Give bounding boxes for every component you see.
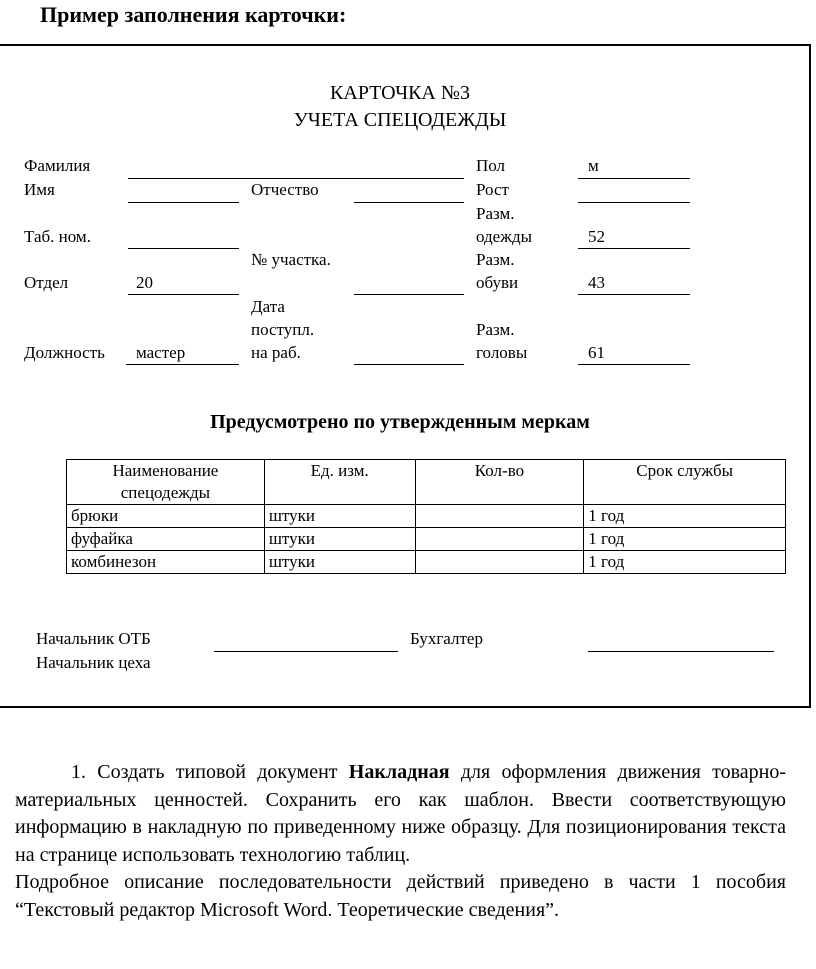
header-quantity: Кол-во — [415, 460, 584, 505]
cell-quantity — [415, 528, 584, 551]
shoe-size-label-2: обуви — [476, 273, 519, 292]
shoe-size-value: 43 — [588, 273, 605, 292]
table-header-row — [67, 460, 786, 505]
uniform-table — [66, 459, 786, 574]
clothes-size-label-1: Разм. — [476, 204, 515, 223]
sex-value: м — [588, 156, 599, 175]
cell-quantity — [415, 551, 584, 574]
accountant-signature-line — [588, 651, 774, 652]
cell-unit: штуки — [264, 505, 415, 528]
head-size-value: 61 — [588, 343, 605, 362]
table-row — [67, 505, 786, 528]
section-line — [354, 294, 464, 295]
name-line — [128, 202, 239, 203]
sex-line — [578, 178, 690, 179]
cell-unit: штуки — [264, 551, 415, 574]
chief-shop-label: Начальник цеха — [36, 653, 151, 672]
hire-date-line — [354, 364, 464, 365]
card-title-purpose: УЧЕТА СПЕЦОДЕЖДЫ — [293, 109, 507, 131]
surname-line — [128, 178, 464, 179]
cell-quantity — [415, 505, 584, 528]
instruction-paragraph-1 — [15, 759, 786, 869]
cell-service-life: 1 год — [584, 528, 786, 551]
head-size-line — [578, 364, 690, 365]
header-service-life: Срок службы — [584, 460, 786, 505]
department-label: Отдел — [24, 273, 69, 292]
instructions-text — [15, 759, 786, 924]
cell-unit: штуки — [264, 528, 415, 551]
cell-item: фуфайка — [67, 528, 265, 551]
header-item-name: Наименование спецодежды — [67, 460, 265, 505]
patronymic-label: Отчество — [251, 180, 319, 199]
height-line — [578, 202, 690, 203]
clothes-size-line — [578, 248, 690, 249]
patronymic-line — [354, 202, 464, 203]
cell-item: комбинезон — [67, 551, 265, 574]
hire-date-label-2: поступл. — [251, 320, 315, 339]
shoe-size-line — [578, 294, 690, 295]
shoe-size-label-1: Разм. — [476, 250, 515, 269]
cell-service-life: 1 год — [584, 551, 786, 574]
instruction-document-name: Накладная — [348, 761, 450, 783]
surname-label: Фамилия — [24, 156, 91, 175]
chief-otb-label: Начальник ОТБ — [36, 629, 151, 648]
head-size-label-1: Разм. — [476, 320, 515, 339]
hire-date-label-3: на раб. — [251, 343, 301, 362]
instruction-text-start: 1. Создать типовой документ — [71, 761, 349, 783]
height-label: Рост — [476, 180, 509, 199]
head-size-label-2: головы — [476, 343, 528, 362]
page-heading: Пример заполнения карточки: — [40, 2, 347, 27]
position-line — [126, 364, 239, 365]
table-row — [67, 528, 786, 551]
tab-number-label: Таб. ном. — [24, 227, 91, 246]
cell-item: брюки — [67, 505, 265, 528]
department-line — [128, 294, 239, 295]
cell-service-life: 1 год — [584, 505, 786, 528]
hire-date-label-1: Дата — [251, 297, 285, 316]
department-value: 20 — [136, 273, 153, 292]
card-title-number: КАРТОЧКА №3 — [330, 82, 470, 104]
tab-number-line — [128, 248, 239, 249]
section-label: № участка. — [251, 250, 331, 269]
norms-table-title: Предусмотрено по утвержденным меркам — [210, 411, 590, 433]
clothes-size-value: 52 — [588, 227, 605, 246]
table-row — [67, 551, 786, 574]
chief-otb-signature-line — [214, 651, 398, 652]
clothes-size-label-2: одежды — [476, 227, 533, 246]
accountant-label: Бухгалтер — [410, 629, 483, 648]
instruction-paragraph-2: Подробное описание последовательности действий приведено в части 1 пособия “Текстовый редактор Microsoft Word. Теоретические сведения”. — [15, 871, 786, 921]
position-value: мастер — [136, 343, 186, 362]
instruction-text-rest: для оформления движения товарно-материальных ценностей. Сохранить его как шаблон. Ввести соответствующую информацию в накладную по приведенному ниже образцу. Для позиционирования текста на странице использовать технологию таблиц. — [15, 761, 786, 866]
header-unit: Ед. изм. — [264, 460, 415, 505]
card-frame — [0, 44, 811, 708]
position-label: Должность — [24, 343, 105, 362]
name-label: Имя — [24, 180, 55, 199]
sex-label: Пол — [476, 156, 506, 175]
